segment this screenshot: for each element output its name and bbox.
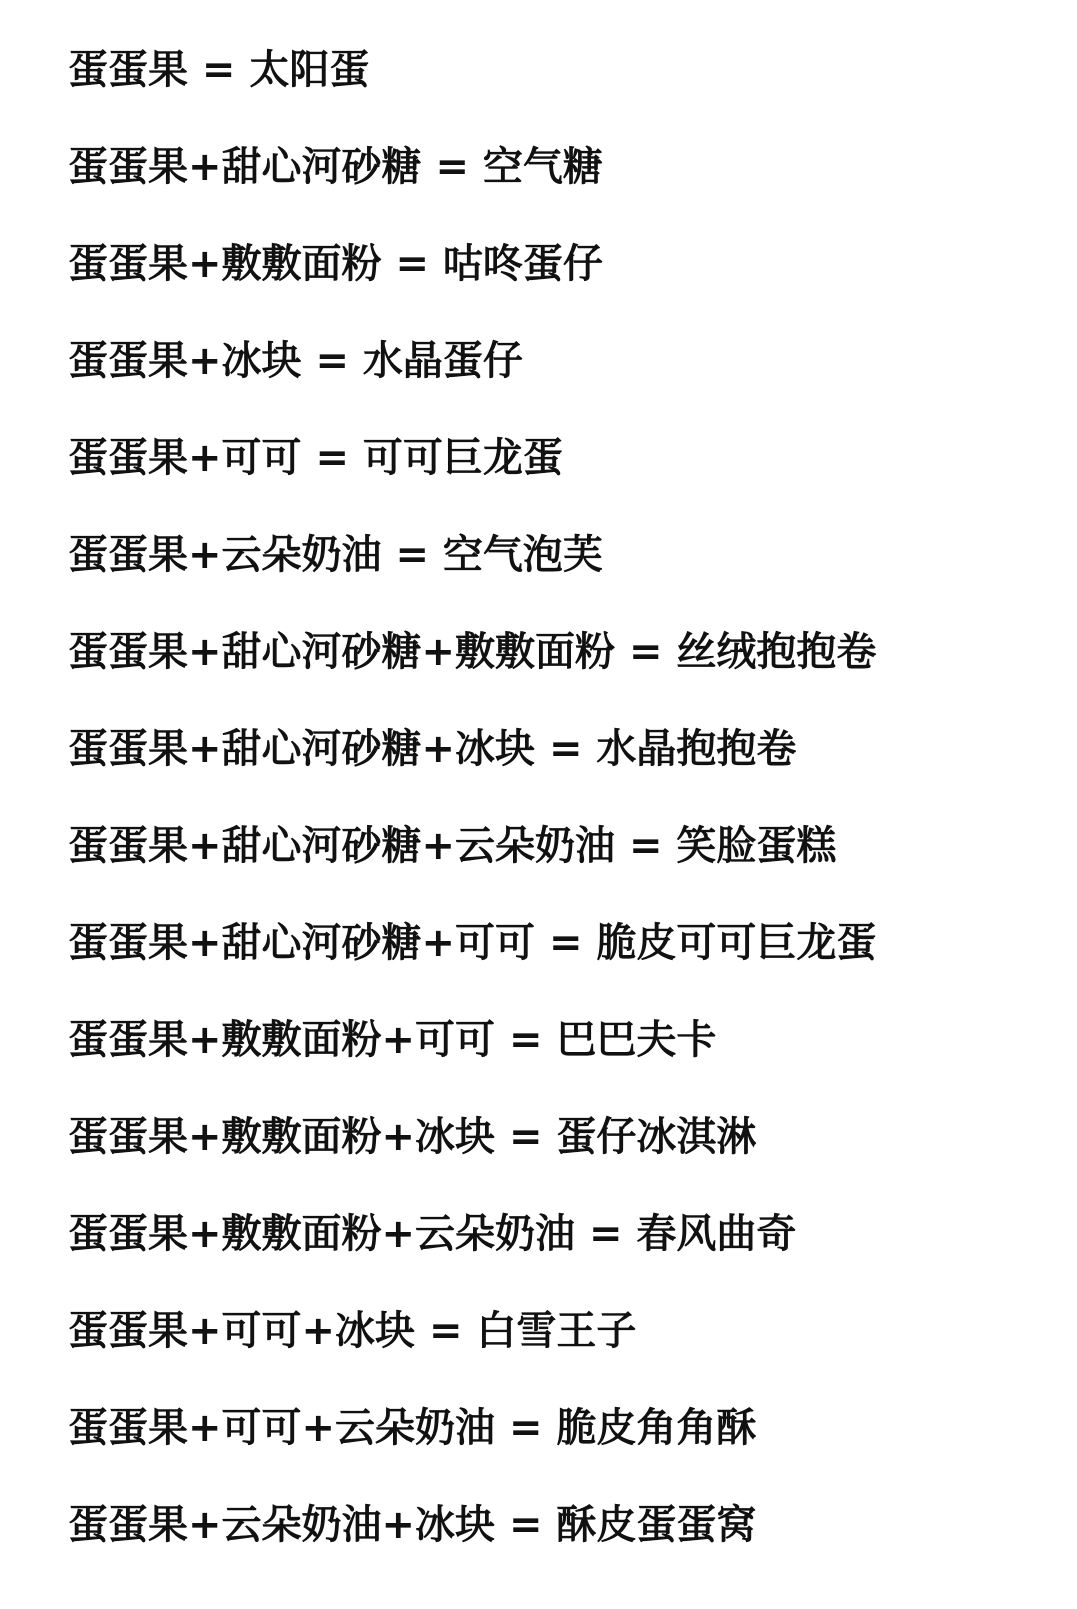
recipe-line: 蛋蛋果+云朵奶油+冰块 = 酥皮蛋蛋窝 — [68, 1502, 757, 1548]
recipe-line: 蛋蛋果 = 太阳蛋 — [68, 47, 370, 93]
recipe-line: 蛋蛋果+云朵奶油 = 空气泡芙 — [68, 532, 603, 578]
recipe-line: 蛋蛋果+可可+冰块 = 白雪王子 — [68, 1308, 637, 1354]
recipe-line: 蛋蛋果+甜心河砂糖+云朵奶油 = 笑脸蛋糕 — [68, 823, 837, 869]
recipe-line: 蛋蛋果+甜心河砂糖 = 空气糖 — [68, 144, 603, 190]
recipe-line: 蛋蛋果+敷敷面粉+云朵奶油 = 春风曲奇 — [68, 1211, 797, 1257]
recipe-list — [68, 42, 1048, 1594]
recipe-line: 蛋蛋果+可可 = 可可巨龙蛋 — [68, 435, 563, 481]
recipe-line: 蛋蛋果+甜心河砂糖+冰块 = 水晶抱抱卷 — [68, 726, 797, 772]
recipe-line: 蛋蛋果+可可+云朵奶油 = 脆皮角角酥 — [68, 1405, 757, 1451]
recipe-line: 蛋蛋果+敷敷面粉 = 咕咚蛋仔 — [68, 241, 603, 287]
recipe-line: 蛋蛋果+甜心河砂糖+敷敷面粉 = 丝绒抱抱卷 — [68, 629, 877, 675]
recipe-line: 蛋蛋果+甜心河砂糖+可可 = 脆皮可可巨龙蛋 — [68, 920, 877, 966]
recipe-line: 蛋蛋果+敷敷面粉+冰块 = 蛋仔冰淇淋 — [68, 1114, 757, 1160]
recipe-line: 蛋蛋果+敷敷面粉+可可 = 巴巴夫卡 — [68, 1017, 717, 1063]
recipe-line: 蛋蛋果+冰块 = 水晶蛋仔 — [68, 338, 523, 384]
